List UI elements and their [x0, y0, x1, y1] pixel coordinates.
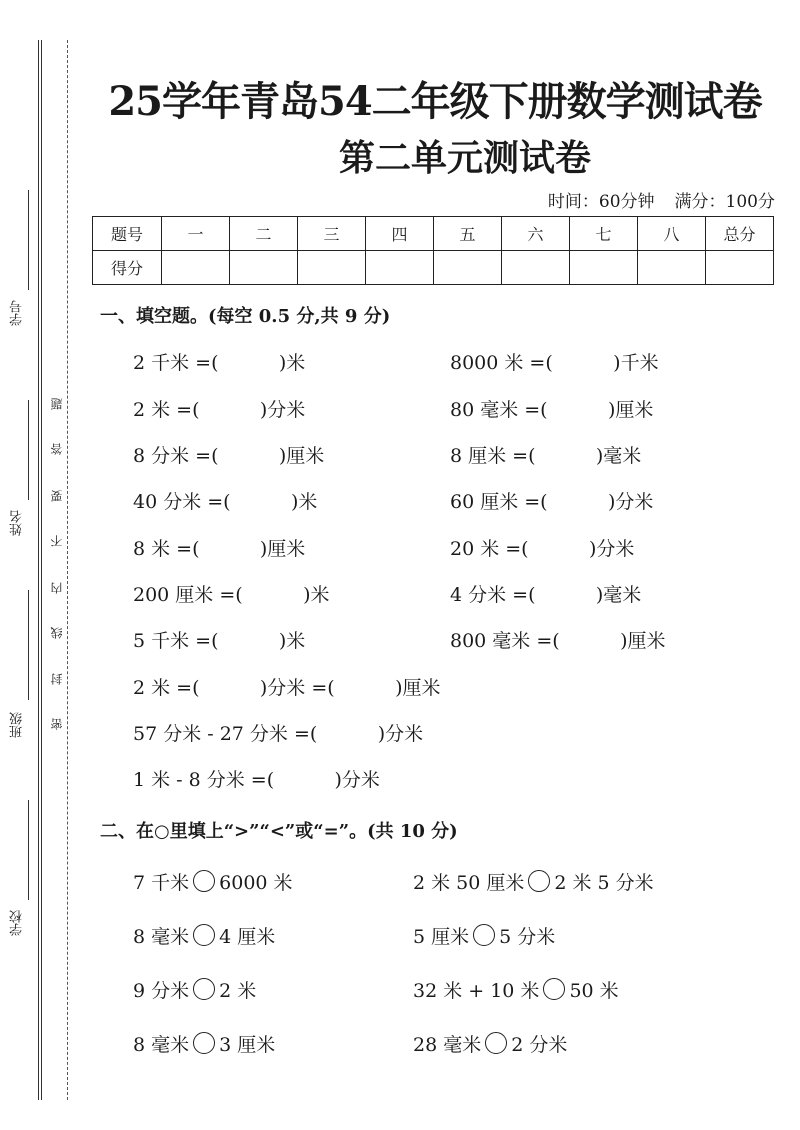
fill-question: 20 米 =( )分米 [450, 538, 635, 560]
exam-title: 25学年青岛54二年级下册数学测试卷 [108, 78, 762, 125]
compare-right: 2 米 5 分米 [554, 872, 654, 894]
seal-char: 密 [50, 718, 64, 730]
header-cell: 五 [434, 217, 502, 251]
fill-question: 8 米 =( )厘米 [133, 538, 306, 560]
section-2-heading: 二、在○里填上“>”“<”或“=”。(共 10 分) [100, 821, 458, 842]
header-cell: 六 [502, 217, 570, 251]
fill-question: 8 厘米 =( )毫米 [450, 445, 642, 467]
binding-margin [0, 0, 80, 1130]
fill-question: 8000 米 =( )千米 [450, 352, 659, 374]
compare-left: 5 厘米 [413, 926, 470, 948]
answer-circle[interactable] [473, 924, 495, 946]
answer-circle[interactable] [193, 924, 215, 946]
compare-question [133, 1030, 275, 1057]
fill-question: 60 厘米 =( )分米 [450, 491, 654, 513]
seal-char: 题 [50, 398, 64, 410]
header-cell: 七 [570, 217, 638, 251]
fill-question: 4 分米 =( )毫米 [450, 584, 642, 606]
compare-right: 6000 米 [219, 872, 293, 894]
fill-question: 2 千米 =( )米 [133, 352, 306, 374]
header-cell: 三 [298, 217, 366, 251]
compare-right: 50 米 [569, 980, 619, 1002]
compare-left: 32 米 + 10 米 [413, 980, 540, 1002]
header-cell: 四 [366, 217, 434, 251]
class-fill-line [28, 590, 29, 700]
exam-subtitle: 第二单元测试卷 [338, 137, 591, 179]
fill-question: 2 米 =( )分米 =( )厘米 [133, 677, 441, 699]
fill-question: 57 分米 - 27 分米 =( )分米 [133, 723, 424, 745]
compare-question [413, 976, 619, 1003]
score-table-score-row [93, 251, 774, 285]
score-row-label: 得分 [93, 251, 162, 285]
compare-left: 9 分米 [133, 980, 190, 1002]
score-cell[interactable] [298, 251, 366, 285]
section-1-heading: 一、填空题。(每空 0.5 分,共 9 分) [100, 306, 391, 327]
header-cell: 题号 [93, 217, 162, 251]
student-id-fill-line [28, 190, 29, 290]
compare-right: 2 分米 [511, 1034, 568, 1056]
answer-circle[interactable] [485, 1032, 507, 1054]
fill-question: 40 分米 =( )米 [133, 491, 318, 513]
school-fill-line [28, 800, 29, 900]
student-id-label: 学号 [10, 300, 25, 326]
seal-char: 答 [50, 443, 64, 455]
seal-char: 不 [50, 535, 64, 547]
score-cell[interactable] [570, 251, 638, 285]
school-label: 学校 [10, 910, 25, 936]
compare-left: 8 毫米 [133, 1034, 190, 1056]
seal-char: 要 [50, 490, 64, 502]
compare-question [413, 922, 555, 949]
answer-circle[interactable] [528, 870, 550, 892]
compare-left: 7 千米 [133, 872, 190, 894]
seal-line [67, 40, 68, 1100]
score-cell[interactable] [162, 251, 230, 285]
compare-left: 2 米 50 厘米 [413, 872, 525, 894]
exam-meta [548, 187, 775, 212]
score-cell[interactable] [638, 251, 706, 285]
fill-question: 2 米 =( )分米 [133, 399, 306, 421]
full-score: 满分：100分 [674, 192, 775, 212]
compare-left: 28 毫米 [413, 1034, 482, 1056]
fill-question: 800 毫米 =( )厘米 [450, 630, 666, 652]
seal-char: 线 [50, 627, 64, 639]
score-cell[interactable] [366, 251, 434, 285]
score-cell[interactable] [706, 251, 774, 285]
fill-question: 5 千米 =( )米 [133, 630, 306, 652]
fill-question: 1 米 - 8 分米 =( )分米 [133, 769, 380, 791]
fill-question: 80 毫米 =( )厘米 [450, 399, 654, 421]
score-table [92, 216, 774, 285]
name-fill-line [28, 400, 29, 500]
compare-question [413, 1030, 567, 1057]
score-cell[interactable] [502, 251, 570, 285]
margin-border-line [41, 40, 42, 1100]
compare-question [133, 922, 275, 949]
answer-circle[interactable] [193, 870, 215, 892]
score-cell[interactable] [230, 251, 298, 285]
score-cell[interactable] [434, 251, 502, 285]
class-label: 班级 [10, 712, 25, 738]
answer-circle[interactable] [543, 978, 565, 1000]
fill-question: 200 厘米 =( )米 [133, 584, 330, 606]
margin-border-line [38, 40, 39, 1100]
compare-question [133, 976, 256, 1003]
fill-question: 8 分米 =( )厘米 [133, 445, 325, 467]
compare-right: 4 厘米 [219, 926, 276, 948]
seal-char: 封 [50, 673, 64, 685]
compare-question [413, 868, 654, 895]
seal-char: 内 [50, 582, 64, 594]
compare-left: 8 毫米 [133, 926, 190, 948]
compare-right: 3 厘米 [219, 1034, 276, 1056]
header-cell: 总分 [706, 217, 774, 251]
header-cell: 八 [638, 217, 706, 251]
answer-circle[interactable] [193, 978, 215, 1000]
compare-right: 5 分米 [499, 926, 556, 948]
name-label: 姓名 [10, 510, 25, 536]
score-table-header-row [93, 217, 774, 251]
header-cell: 一 [162, 217, 230, 251]
answer-circle[interactable] [193, 1032, 215, 1054]
time-limit: 时间：60分钟 [547, 192, 655, 212]
compare-right: 2 米 [219, 980, 257, 1002]
compare-question [133, 868, 293, 895]
header-cell: 二 [230, 217, 298, 251]
